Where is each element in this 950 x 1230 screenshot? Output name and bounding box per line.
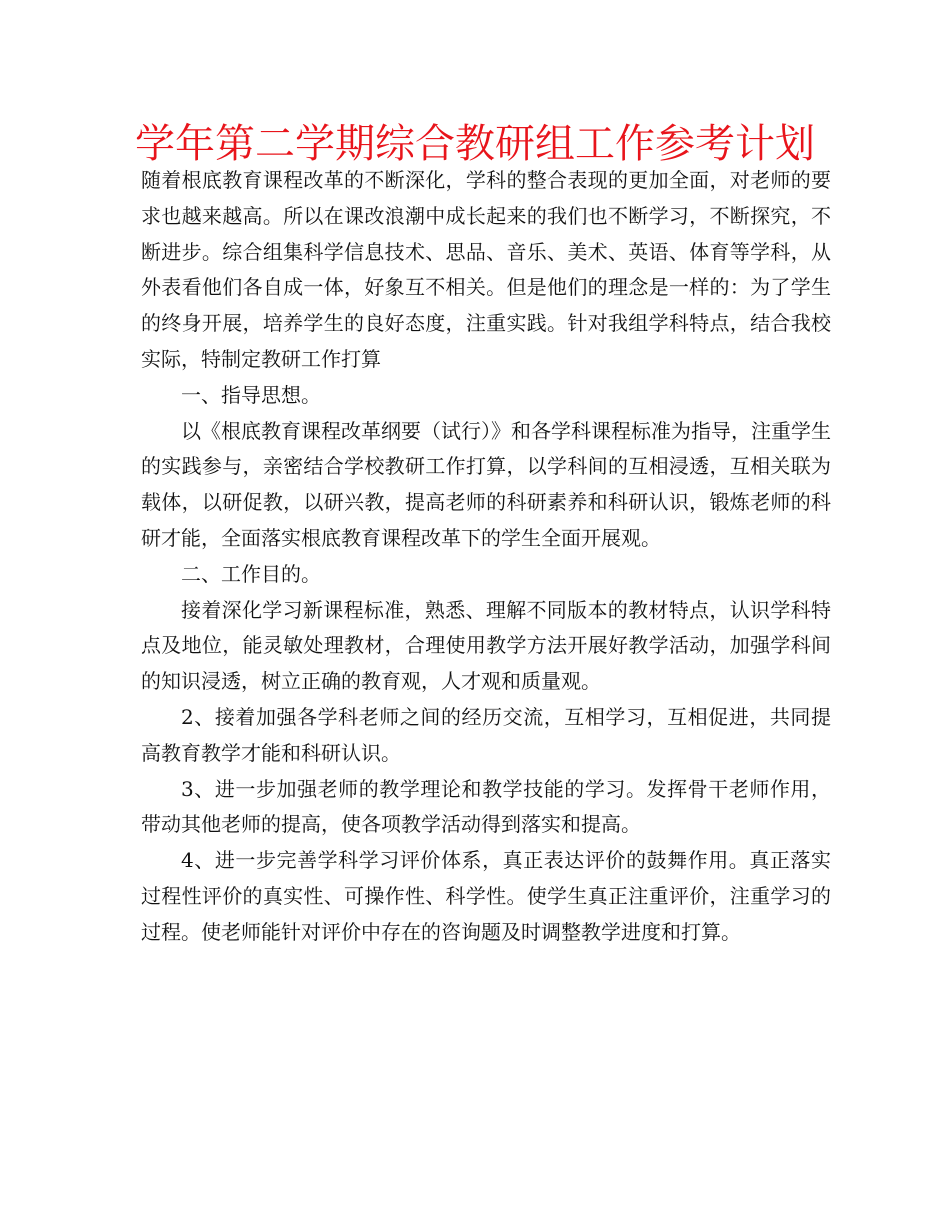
- guiding-thought-paragraph: 以《根底教育课程改革纲要（试行）》和各学科课程标准为指导，注重学生的实践参与，亲密结合学校教研工作打算，以学科间的互相浸透，互相关联为载体，以研促教，以研兴教，提高老师的科研素养和科研认识，锻炼老师的科研才能，全面落实根底教育课程改革下的学生全面开展观。: [141, 418, 831, 550]
- work-goal-item-4: 4、进一步完善学科学习评价体系，真正表达评价的鼓舞作用。真正落实过程性评价的真实性、可操作性、科学性。使学生真正注重评价，注重学习的过程。使老师能针对评价中存在的咨询题及时调整教学进度和打算。: [141, 848, 831, 944]
- intro-paragraph: 随着根底教育课程改革的不断深化，学科的整合表现的更加全面，对老师的要求也越来越高。所以在课改浪潮中成长起来的我们也不断学习，不断探究，不断进步。综合组集科学信息技术、思品、音乐、美术、英语、体育等学科，从外表看他们各自成一体，好象互不相关。但是他们的理念是一样的：为了学生的终身开展，培养学生的良好态度，注重实践。针对我组学科特点，结合我校实际，特制定教研工作打算: [141, 168, 831, 371]
- work-goal-item-2: 2、接着加强各学科老师之间的经历交流，互相学习，互相促进，共同提高教育教学才能和科研认识。: [141, 704, 831, 765]
- section-heading-guiding-thought: 一、指导思想。: [181, 382, 321, 407]
- work-goal-item-3: 3、进一步加强老师的教学理论和教学技能的学习。发挥骨干老师作用，带动其他老师的提高，使各项教学活动得到落实和提高。: [141, 776, 831, 837]
- document-body: [141, 163, 831, 951]
- work-goal-item-1: 接着深化学习新课程标准，熟悉、理解不同版本的教材特点，认识学科特点及地位，能灵敏处理教材，合理使用教学方法开展好教学活动，加强学科间的知识浸透，树立正确的教育观，人才观和质量观。: [141, 597, 831, 694]
- document-title: 学年第二学期综合教研组工作参考计划: [135, 121, 815, 167]
- section-heading-work-goals: 二、工作目的。: [181, 561, 321, 586]
